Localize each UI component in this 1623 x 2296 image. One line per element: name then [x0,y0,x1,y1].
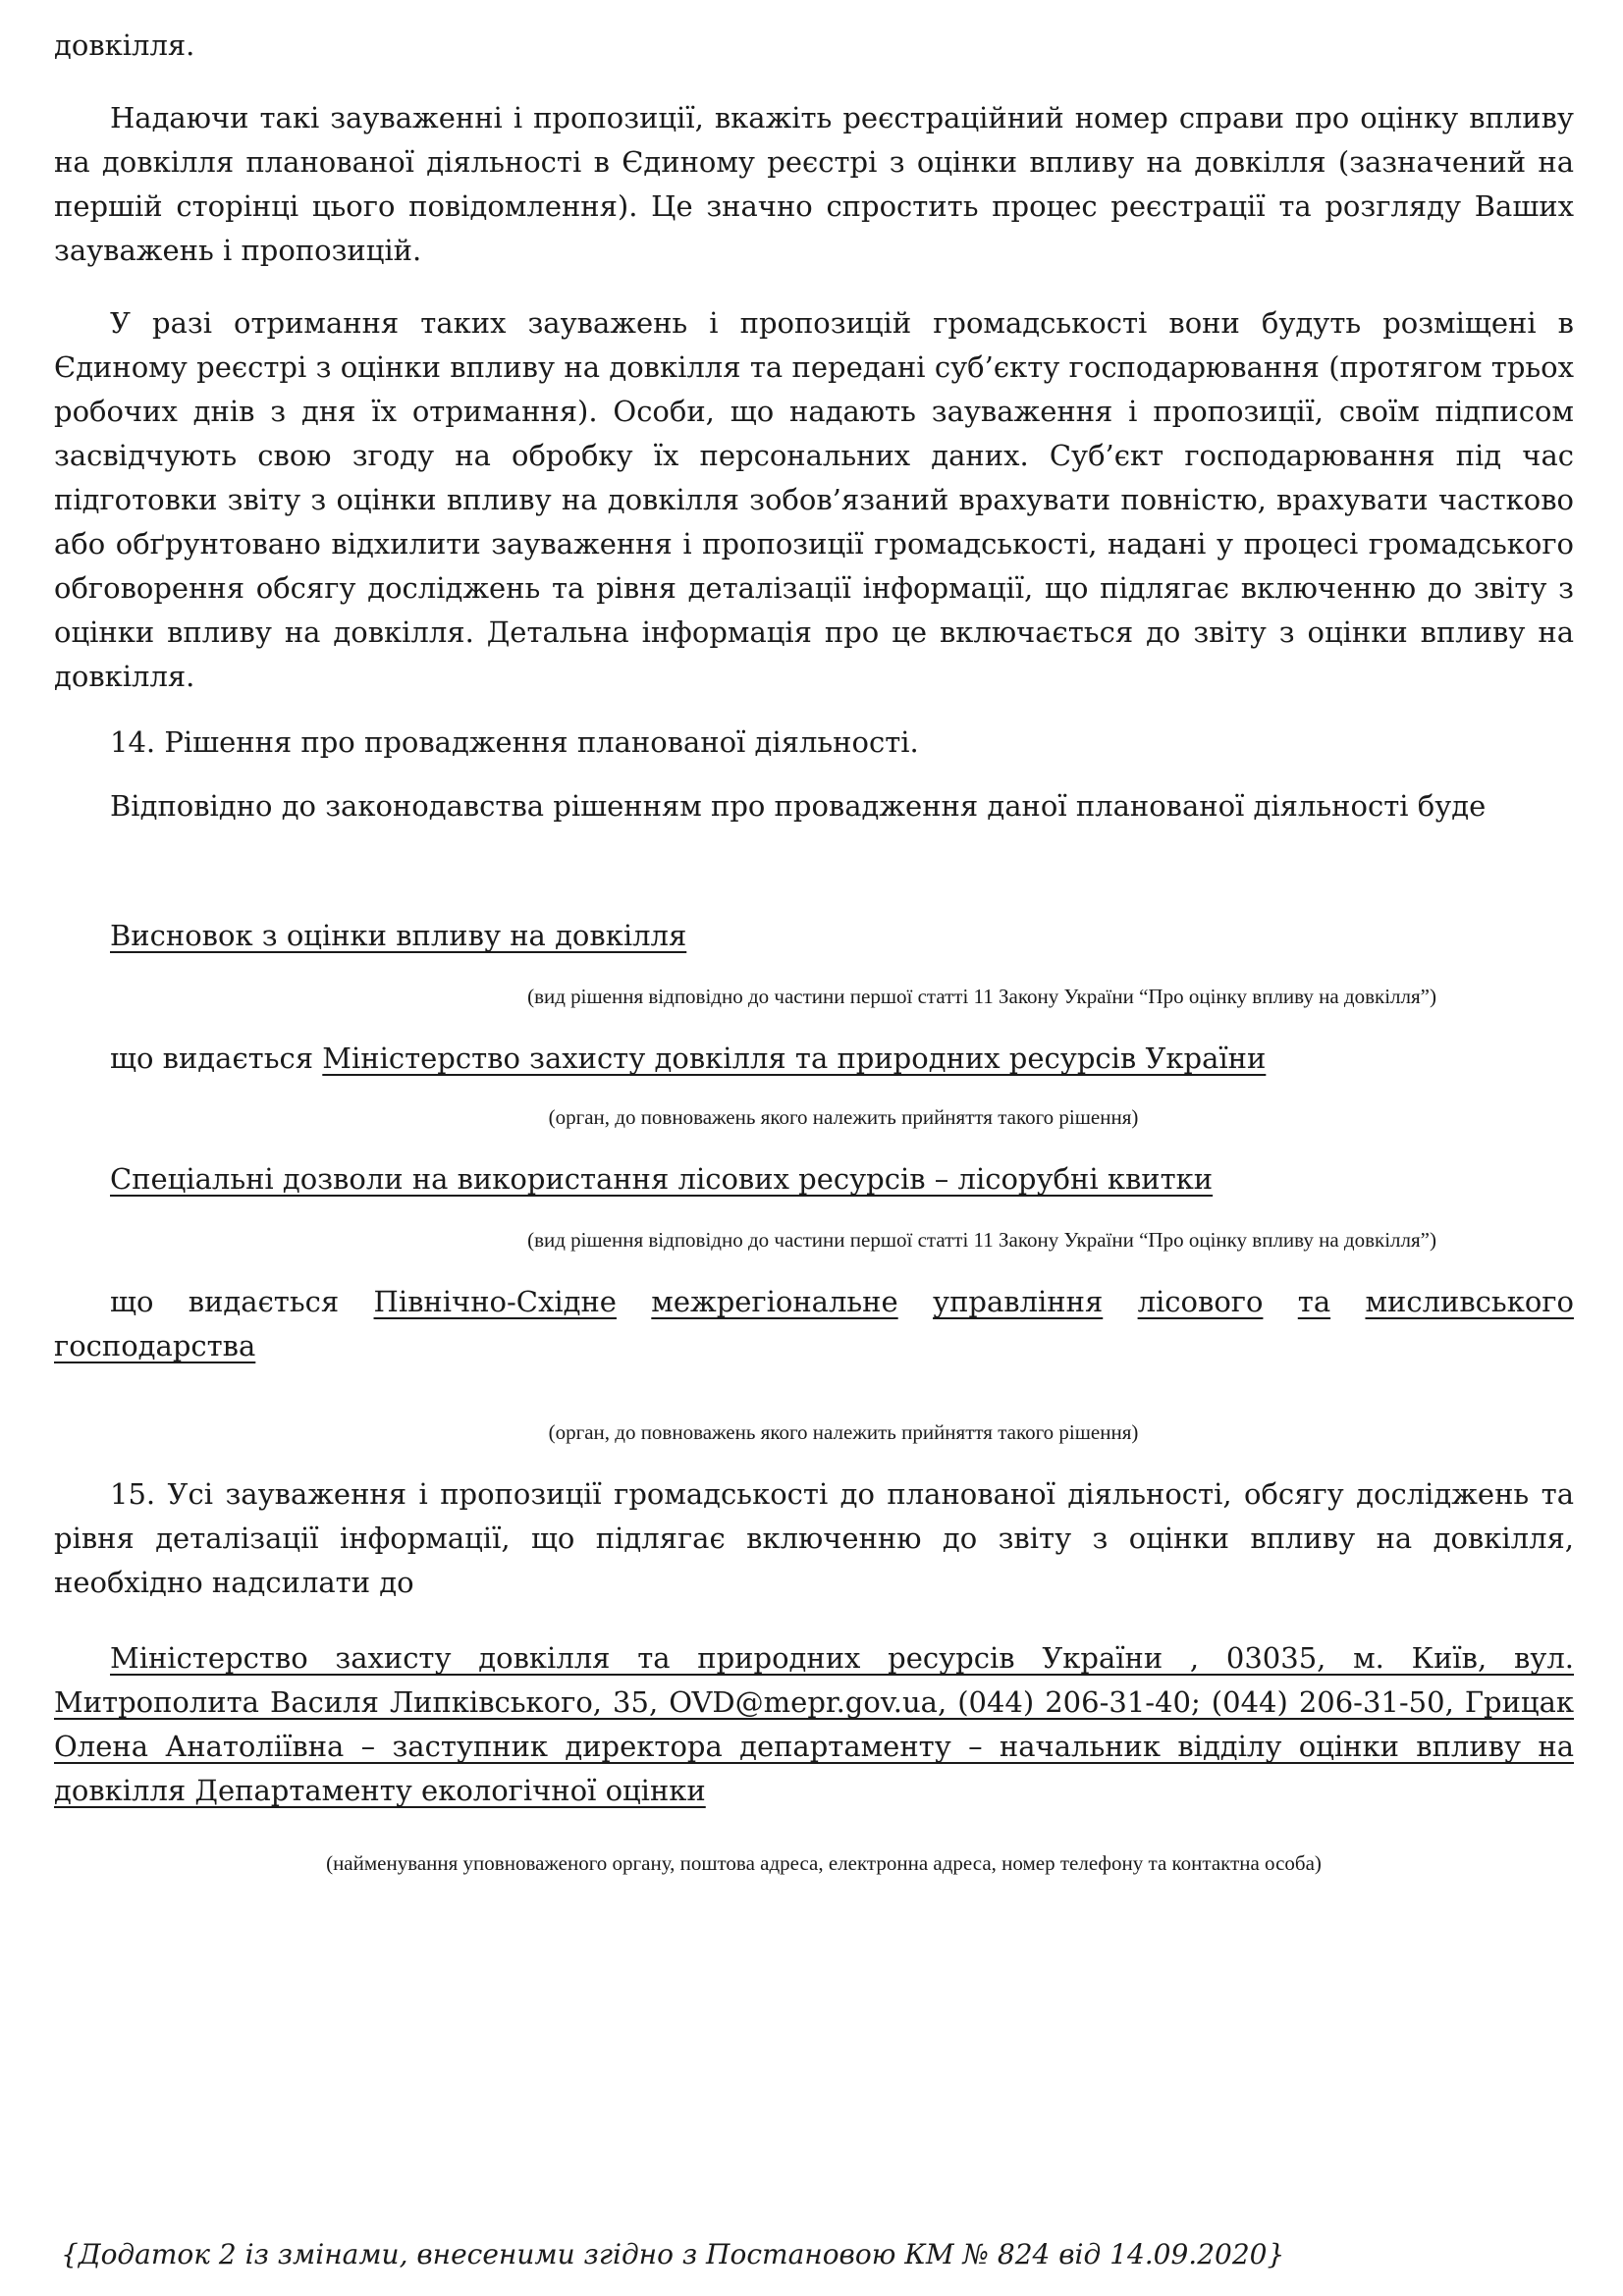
decision-1-type-text: Висновок з оцінки впливу на довкілля [110,919,687,952]
decision-2-authority-line [54,1280,1574,1324]
paragraph-registration-note: Надаючи такі зауваженні і пропозиції, вкажіть реєстраційний номер справи про оцінку впливу на довкілля планованої діяльності в Єдиному реєстрі з оцінки впливу на довкілля (зазначений на першій сторінці цього повідомлення). Це значно спростить процес реєстрації та розгляду Ваших зауважень і пропозицій. [54,101,1574,267]
amendment-footer: {Додаток 2 із змінами, внесеними згідно з Постановою КМ № 824 від 14.09.2020} [61,2238,1285,2270]
section-15-contact: Міністерство захисту довкілля та природних ресурсів України , 03035, м. Київ, вул. Митрополита Василя Липківського, 35, OVD@mepr.gov.ua, (044) 206-31-40; (044) 206-31-50, Грицак Олена Анатоліївна – заступник директора департаменту – начальник відділу оцінки впливу на довкілля Департаменту екологічної оцінки [54,1641,1574,1807]
decision-1-type-caption: (вид рішення відповідно до частини першої статті 11 Закону України “Про оцінку впливу на довкілля”) [527,985,1436,1008]
decision-2-authority-word: та [1297,1285,1331,1318]
decision-1-authority-line [54,1037,1574,1081]
decision-2-authority-word: Північно-Східне [373,1285,617,1318]
decision-2-authority-word: управління [933,1285,1104,1318]
section-14-title: 14. Рішення про провадження планованої діяльності. [110,725,919,759]
paragraph-continuation: довкілля. [54,28,195,62]
section-15-text: 15. Усі зауваження і пропозиції громадськості до планованої діяльності, обсягу досліджень та рівня деталізації інформації, що підлягає включенню до звіту з оцінки впливу на довкілля, необхідно надсилати до [54,1477,1574,1599]
decision-2-type-text: Спеціальні дозволи на використання лісових ресурсів – лісорубні квитки [110,1162,1214,1196]
decision-2-authority-word: межрегіональне [651,1285,898,1318]
decision-2-authority-continuation: господарства [54,1329,256,1362]
decision-2-prefix-word-1: що [110,1285,154,1318]
decision-2-type [54,1157,1574,1201]
decision-2-authority-word: мисливського [1365,1285,1574,1318]
decision-1-prefix: що видається [110,1041,314,1075]
section-15-contact-caption: (найменування уповноваженого органу, поштова адреса, електронна адреса, номер телефону та контактна особа) [326,1851,1322,1875]
decision-2-prefix-word-2: видається [188,1285,340,1318]
decision-2-type-caption: (вид рішення відповідно до частини першої статті 11 Закону України “Про оцінку впливу на довкілля”) [527,1228,1436,1252]
decision-2-authority-line-2 [54,1324,1574,1368]
decision-1-authority-caption: (орган, до повноважень якого належить прийняття такого рішення) [548,1105,1139,1129]
section-14-intro: Відповідно до законодавства рішенням про провадження даної планованої діяльності буде [110,789,1487,823]
document-page [54,24,1574,1878]
decision-1-type [54,914,1574,958]
decision-1-authority: Міністерство захисту довкілля та природних ресурсів України [322,1041,1267,1075]
decision-2-authority-caption: (орган, до повноважень якого належить прийняття такого рішення) [548,1420,1139,1444]
decision-2-authority-word: лісового [1137,1285,1264,1318]
paragraph-public-comments: У разі отримання таких зауважень і пропозицій громадськості вони будуть розміщені в Єдиному реєстрі з оцінки впливу на довкілля та передані суб’єкту господарювання (протягом трьох робочих днів з дня їх отримання). Особи, що надають зауваження і пропозиції, своїм підписом засвідчують свою згоду на обробку їх персональних даних. Суб’єкт господарювання під час підготовки звіту з оцінки впливу на довкілля зобов’язаний врахувати повністю, врахувати частково або обґрунтовано відхилити зауваження і пропозиції громадськості, надані у процесі громадського обговорення обсягу досліджень та рівня деталізації інформації, що підлягає включенню до звіту з оцінки впливу на довкілля. Детальна інформація про це включається до звіту з оцінки впливу на довкілля. [54,306,1574,693]
